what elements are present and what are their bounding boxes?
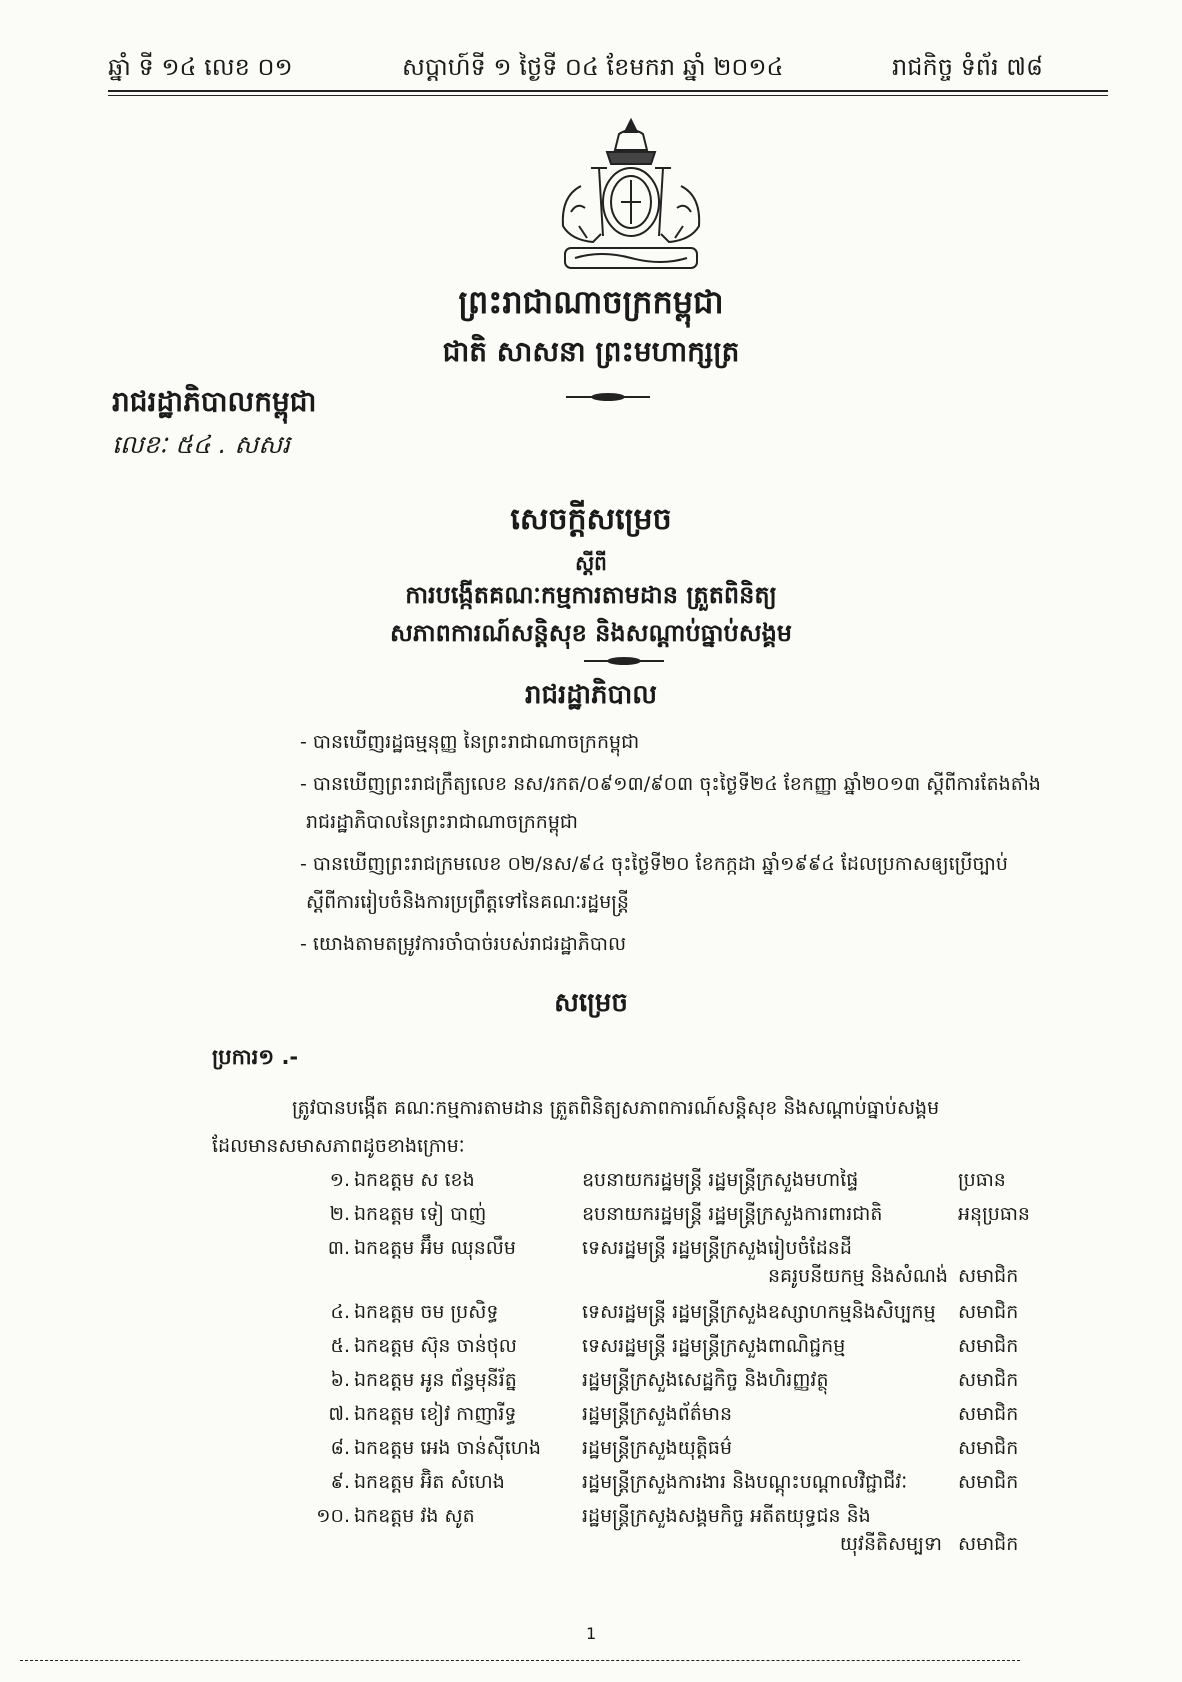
member-number: ៤. bbox=[330, 1301, 350, 1323]
member-position: រដ្ឋមន្ត្រីក្រសួងយុត្តិធម៌ bbox=[582, 1437, 733, 1459]
consideration-line: - បានឃើញព្រះរាជក្រឹត្យលេខ នស/រកត/០៩១៣/៩០៣ ចុះថ្ងៃទី២៤ ខែកញ្ញា ឆ្នាំ២០១៣ ស្ដីពីការតែងតាំង bbox=[300, 773, 1041, 795]
member-number: ៧. bbox=[328, 1403, 350, 1425]
member-role: សមាជិក bbox=[958, 1301, 1019, 1323]
article-1-text-line1: ត្រូវបានបង្កើត គណៈកម្មការតាមដាន ត្រួតពិនិត្យសភាពការណ៍សន្ដិសុខ និងសណ្ដាប់ធ្នាប់សង្គម bbox=[292, 1097, 940, 1119]
member-number: ៣. bbox=[327, 1237, 350, 1259]
decision-title: សេចក្ដីសម្រេច bbox=[510, 502, 672, 537]
issuer-name: រាជរដ្ឋាភិបាលកម្ពុជា bbox=[112, 385, 317, 418]
member-role: សមាជិក bbox=[958, 1437, 1019, 1459]
member-role: ប្រធាន bbox=[958, 1169, 1006, 1191]
header-rule bbox=[108, 90, 1108, 92]
member-name: ឯកឧត្តម ស៊ុន ចាន់ថុល bbox=[354, 1335, 517, 1357]
member-position-cont: នគរូបនីយកម្ម និងសំណង់ bbox=[768, 1265, 948, 1287]
member-position: ទេសរដ្ឋមន្ត្រី រដ្ឋមន្ត្រីក្រសួងពាណិជ្ជកម្ម bbox=[582, 1335, 846, 1357]
member-name: ឯកឧត្តម ស ខេង bbox=[354, 1169, 475, 1191]
decision-subject-line2: សភាពការណ៍សន្ដិសុខ និងសណ្ដាប់ធ្នាប់សង្គម bbox=[389, 619, 793, 647]
motto-ornament-divider bbox=[566, 396, 650, 398]
member-number: ៦. bbox=[330, 1369, 350, 1391]
gazette-year-issue: ឆ្នាំ ទី ១៤ លេខ ០១ bbox=[108, 53, 293, 81]
member-position: ទេសរដ្ឋមន្ត្រី រដ្ឋមន្ត្រីក្រសួងរៀបចំដែនដី bbox=[582, 1237, 852, 1259]
member-number: ១០. bbox=[316, 1505, 350, 1527]
member-role: សមាជិក bbox=[958, 1335, 1019, 1357]
member-role: អនុប្រធាន bbox=[958, 1203, 1030, 1225]
national-motto: ជាតិ សាសនា ព្រះមហាក្សត្រ bbox=[442, 335, 740, 368]
member-name: ឯកឧត្តម វង សូត bbox=[354, 1505, 475, 1527]
member-name: ឯកឧត្តម អូន ព័ន្ធមុនីរ័ត្ន bbox=[354, 1369, 517, 1391]
member-number: ៨. bbox=[330, 1437, 350, 1459]
title-ornament-divider bbox=[584, 660, 664, 662]
member-role: សមាជិក bbox=[958, 1471, 1019, 1493]
decision-subject-line1: ការបង្កើតគណៈកម្មការតាមដាន ត្រួតពិនិត្យ bbox=[405, 581, 777, 609]
royal-coat-of-arms-icon bbox=[541, 116, 721, 276]
gazette-date: សប្ដាហ៍ទី ១ ថ្ងៃទី ០៤ ខែមករា ឆ្នាំ ២០១៤ bbox=[402, 53, 784, 81]
decision-about: ស្ដីពី bbox=[575, 551, 607, 575]
member-number: ១. bbox=[329, 1169, 350, 1191]
consideration-line: - បានឃើញព្រះរាជក្រមលេខ ០២/នស/៩៤ ចុះថ្ងៃទី២០ ខែកក្កដា ឆ្នាំ១៩៩៤ ដែលប្រកាសឲ្យប្រើច្បាប់ bbox=[300, 853, 1008, 875]
member-position: រដ្ឋមន្ត្រីក្រសួងសេដ្ឋកិច្ច និងហិរញ្ញវត្ថុ bbox=[582, 1369, 829, 1391]
member-position: រដ្ឋមន្ត្រីក្រសួងការងារ និងបណ្ដុះបណ្ដាលវិជ្ជាជីវៈ bbox=[582, 1471, 908, 1493]
member-number: ២. bbox=[329, 1203, 350, 1225]
kingdom-title: ព្រះរាជាណាចក្រកម្ពុជា bbox=[458, 283, 724, 321]
decision-number: លេខៈ ៥៤ . សសរ bbox=[112, 430, 290, 459]
article-1-text-line2: ដែលមានសមាសភាពដូចខាងក្រោមៈ bbox=[212, 1135, 465, 1157]
member-name: ឯកឧត្តម ចម ប្រសិទ្ធ bbox=[354, 1301, 499, 1323]
member-name: ឯកឧត្តម អេង ចាន់ស៊ីហេង bbox=[354, 1437, 541, 1459]
member-role: សមាជិក bbox=[958, 1265, 1019, 1287]
member-name: ឯកឧត្តម អ៊ឹម ឈុនលឹម bbox=[354, 1237, 516, 1259]
decides-heading: សម្រេច bbox=[554, 988, 628, 1018]
member-position: ឧបនាយករដ្ឋមន្ត្រី រដ្ឋមន្ត្រីក្រសួងការពារជាតិ bbox=[582, 1203, 883, 1225]
gazette-page: រាជកិច្ច ទំព័រ ៧៨ bbox=[892, 53, 1043, 81]
consideration-line: ស្ដីពីការរៀបចំនិងការប្រព្រឹត្តទៅនៃគណៈរដ្ឋមន្ត្រី bbox=[306, 891, 629, 913]
member-position: រដ្ឋមន្ត្រីក្រសួងសង្គមកិច្ច អតីតយុទ្ធជន និង bbox=[582, 1505, 871, 1527]
member-number: ៩. bbox=[330, 1471, 350, 1493]
consideration-line: - យោងតាមតម្រូវការចាំបាច់របស់រាជរដ្ឋាភិបាល bbox=[300, 933, 627, 955]
footer-rule bbox=[20, 1660, 1020, 1661]
member-position-cont: យុវនីតិសម្បទា bbox=[839, 1533, 942, 1555]
member-name: ឯកឧត្តម ទៀ បាញ់ bbox=[354, 1203, 487, 1225]
article-1-label: ប្រការ១ .- bbox=[212, 1045, 299, 1069]
member-number: ៥. bbox=[330, 1335, 350, 1357]
member-position: ទេសរដ្ឋមន្ត្រី រដ្ឋមន្ត្រីក្រសួងឧស្សាហកម្មនិងសិប្បកម្ម bbox=[582, 1301, 936, 1323]
member-name: ឯកឧត្តម ខៀវ កាញារីទ្ធ bbox=[354, 1403, 517, 1425]
member-role: សមាជិក bbox=[958, 1533, 1019, 1555]
page-number: 1 bbox=[586, 1624, 597, 1643]
member-role: សមាជិក bbox=[958, 1403, 1019, 1425]
member-role: សមាជិក bbox=[958, 1369, 1019, 1391]
consideration-line: - បានឃើញរដ្ឋធម្មនុញ្ញ នៃព្រះរាជាណាចក្រកម្ពុជា bbox=[300, 731, 640, 753]
government-heading: រាជរដ្ឋាភិបាល bbox=[524, 680, 658, 710]
member-position: រដ្ឋមន្ត្រីក្រសួងព័ត៌មាន bbox=[582, 1403, 733, 1425]
consideration-line: រាជរដ្ឋាភិបាលនៃព្រះរាជាណាចក្រកម្ពុជា bbox=[306, 811, 579, 833]
header-rule-thin bbox=[108, 95, 1108, 96]
member-position: ឧបនាយករដ្ឋមន្ត្រី រដ្ឋមន្ត្រីក្រសួងមហាផ្ទៃ bbox=[582, 1169, 859, 1191]
member-name: ឯកឧត្តម អ៊ិត សំហេង bbox=[354, 1471, 505, 1493]
